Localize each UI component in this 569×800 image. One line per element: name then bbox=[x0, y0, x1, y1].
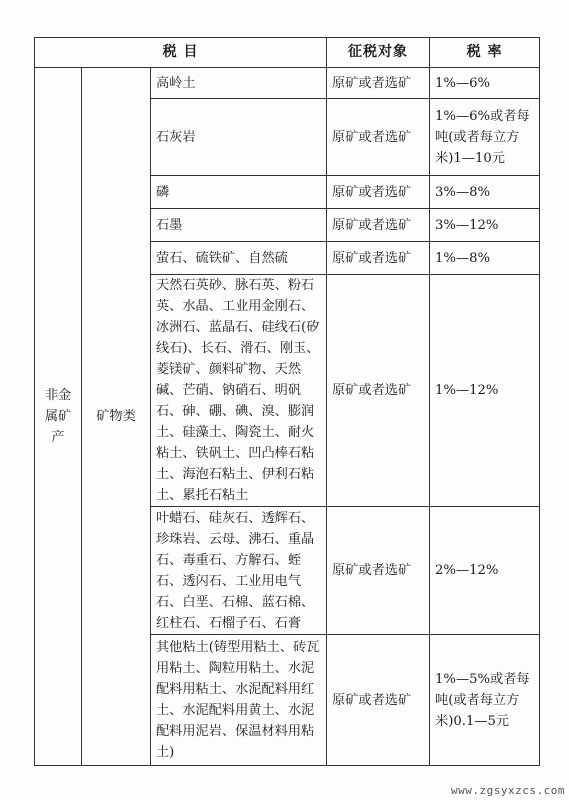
item-cell: 石灰岩 bbox=[151, 99, 327, 176]
item-cell: 石墨 bbox=[151, 209, 327, 242]
rate-cell: 1%—12% bbox=[430, 275, 540, 507]
object-cell: 原矿或者选矿 bbox=[327, 99, 430, 176]
object-cell: 原矿或者选矿 bbox=[327, 68, 430, 99]
category-cell: 非金属矿产 bbox=[35, 68, 82, 766]
item-cell: 天然石英砂、脉石英、粉石英、水晶、工业用金刚石、冰洲石、蓝晶石、硅线石(矽线石)、长石、滑石、刚玉、菱镁矿、颜料矿物、天然碱、芒硝、钠硝石、明矾石、砷、硼、碘、溴、膨润土、硅藻土、陶瓷土、耐火粘土、铁矾土、凹凸棒石粘土、海泡石粘土、伊利石粘土、累托石粘土 bbox=[151, 275, 327, 507]
rate-cell: 1%—6% bbox=[430, 68, 540, 99]
item-cell: 其他粘土(铸型用粘土、砖瓦用粘土、陶粒用粘土、水泥配料用粘土、水泥配料用红土、水泥配料用黄土、水泥配料用泥岩、保温材料用粘土) bbox=[151, 635, 327, 766]
object-cell: 原矿或者选矿 bbox=[327, 176, 430, 209]
rate-cell: 1%—5%或者每吨(或者每立方米)0.1—5元 bbox=[430, 635, 540, 766]
item-cell: 萤石、硫铁矿、自然硫 bbox=[151, 242, 327, 275]
object-cell: 原矿或者选矿 bbox=[327, 209, 430, 242]
item-cell: 磷 bbox=[151, 176, 327, 209]
item-cell: 叶蜡石、硅灰石、透辉石、珍珠岩、云母、沸石、重晶石、毒重石、方解石、蛭石、透闪石、工业用电气石、白垩、石棉、蓝石棉、红柱石、石榴子石、石膏 bbox=[151, 507, 327, 635]
item-cell: 高岭土 bbox=[151, 68, 327, 99]
resource-tax-table bbox=[34, 37, 540, 766]
rate-cell: 2%—12% bbox=[430, 507, 540, 635]
watermark-text: www.zgsyxzcs.com bbox=[451, 784, 565, 797]
rate-cell: 1%—6%或者每吨(或者每立方米)1—10元 bbox=[430, 99, 540, 176]
header-tax-object: 征税对象 bbox=[327, 38, 430, 68]
object-cell: 原矿或者选矿 bbox=[327, 635, 430, 766]
object-cell: 原矿或者选矿 bbox=[327, 275, 430, 507]
table-row bbox=[35, 68, 540, 99]
object-cell: 原矿或者选矿 bbox=[327, 507, 430, 635]
table-header-row bbox=[35, 38, 540, 68]
header-tax-rate: 税 率 bbox=[430, 38, 540, 68]
rate-cell: 1%—8% bbox=[430, 242, 540, 275]
rate-cell: 3%—12% bbox=[430, 209, 540, 242]
object-cell: 原矿或者选矿 bbox=[327, 242, 430, 275]
subcategory-cell: 矿物类 bbox=[82, 68, 151, 766]
header-tax-item: 税 目 bbox=[35, 38, 327, 68]
rate-cell: 3%—8% bbox=[430, 176, 540, 209]
